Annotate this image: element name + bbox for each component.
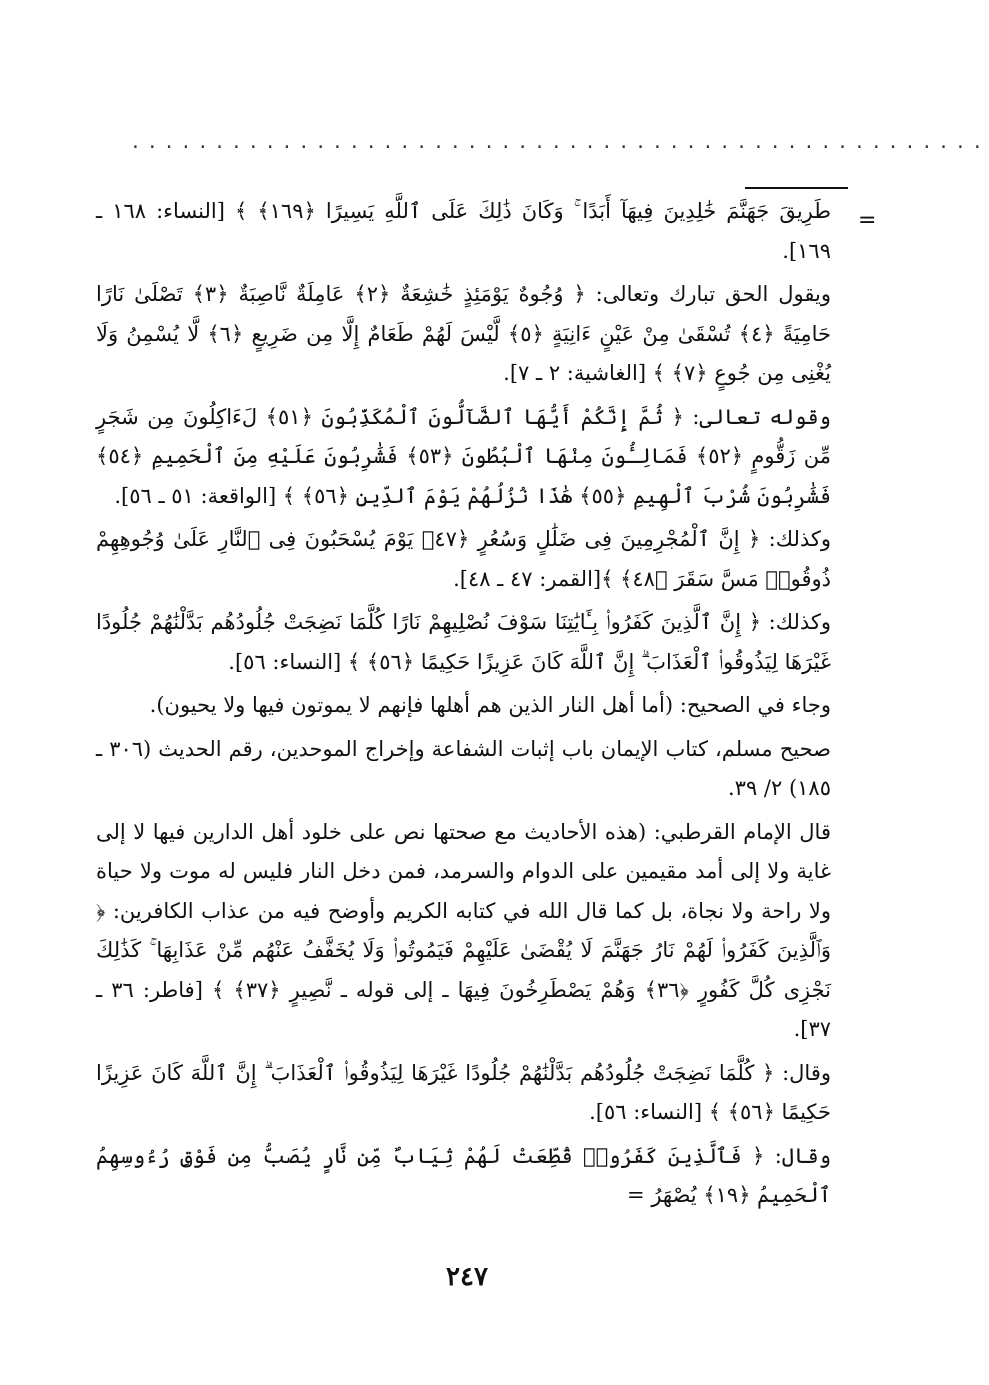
paragraph-5: وكذلك: ﴿ إِنَّ ٱلَّذِينَ كَفَرُوا۟ بِـَٔايَٰتِنَا سَوْفَ نُصْلِيهِمْ نَارًا كُلَّمَا نَضِجَتْ جُلُودُهُم بَدَّلْنَٰهُمْ جُلُودًا غَيْرَهَا لِيَذُوقُوا۟ ٱلْعَذَابَ ۗ إِنَّ ٱللَّهَ كَانَ عَزِيزًا حَكِيمًا ﴿٥٦﴾ ﴾ [النساء: ٥٦]. — [96, 610, 831, 674]
paragraph-6: وجاء في الصحيح: (أما أهل النار الذين هم أهلها فإنهم لا يموتون فيها ولا يحيون). — [149, 693, 831, 717]
body-text — [96, 192, 831, 1220]
paragraph-9: وقال: ﴿ كُلَّمَا نَضِجَتْ جُلُودُهُم بَدَّلْنَٰهُمْ جُلُودًا غَيْرَهَا لِيَذُوقُوا۟ ٱلْعَذَابَ ۗ إِنَّ ٱللَّهَ كَانَ عَزِيزًا حَكِيمًا ﴿٥٦﴾ ﴾ [النساء: ٥٦]. — [96, 1060, 831, 1124]
paragraph-10: وقال: ﴿ فَٱلَّذِينَ كَفَرُوا۟ قُطِّعَتْ لَهُمْ ثِيَابٌ مِّن نَّارٍ يُصَبُّ مِن فَوْقِ رُءُوسِهِمُ ٱلْحَمِيمُ ﴿١٩﴾ يُصْهَرُ = — [96, 1143, 831, 1207]
paragraph-8: قال الإمام القرطبي: (هذه الأحاديث مع صحتها نص على خلود أهل الدارين فيها لا إلى غاية ولا إلى أمد مقيمين على الدوام والسرمد، فمن دخل النار فليس له موت ولا حياة ولا راحة ولا نجاة، بل كما قال الله في كتابه الكريم وأوضح فيه من عذاب الكافرين: ﴿ وَٱلَّذِينَ كَفَرُوا۟ لَهُمْ نَارُ جَهَنَّمَ لَا يُقْضَىٰ عَلَيْهِمْ فَيَمُوتُوا۟ وَلَا يُخَفَّفُ عَنْهُم مِّنْ عَذَابِهَا ۚ كَذَٰلِكَ نَجْزِى كُلَّ كَفُورٍ ﴿٣٦﴾ وَهُمْ يَصْطَرِخُونَ فِيهَا ـ إلى قوله ـ نَّصِيرٍ ﴿٣٧﴾ ﴾ [فاطر: ٣٦ ـ ٣٧]. — [96, 819, 832, 1041]
paragraph-4: وكذلك: ﴿ إِنَّ ٱلْمُجْرِمِينَ فِى ضَلَٰلٍ وَسُعُرٍ ﴿٤٧﴾ يَوْمَ يُسْحَبُونَ فِى ٱلنَّارِ عَلَىٰ وُجُوهِهِمْ ذُوقُوا۟ مَسَّ سَقَرَ ﴿٤٨﴾ ﴾[القمر: ٤٧ ـ ٤٨]. — [96, 527, 832, 591]
paragraph-1: طَرِيقَ جَهَنَّمَ خَٰلِدِينَ فِيهَآ أَبَدًا ۚ وَكَانَ ذَٰلِكَ عَلَى ٱللَّهِ يَسِيرًا ﴿١٦٩﴾ ﴾ [النساء: ١٦٨ ـ ١٦٩]. — [96, 199, 831, 263]
paragraph-7: صحيح مسلم، كتاب الإيمان باب إثبات الشفاعة وإخراج الموحدين، رقم الحديث (٣٠٦ ـ ١٨٥) ٢/ ٣٩. — [96, 736, 831, 800]
dotted-separator: ................................................... — [130, 132, 989, 153]
paragraph-2: ويقول الحق تبارك وتعالى: ﴿ وُجُوهٌ يَوْمَئِذٍ خَٰشِعَةٌ ﴿٢﴾ عَامِلَةٌ نَّاصِبَةٌ ﴿٣﴾ تَصْلَىٰ نَارًا حَامِيَةً ﴿٤﴾ تُسْقَىٰ مِنْ عَيْنٍ ءَانِيَةٍ ﴿٥﴾ لَّيْسَ لَهُمْ طَعَامٌ إِلَّا مِن ضَرِيعٍ ﴿٦﴾ لَّا يُسْمِنُ وَلَا يُغْنِى مِن جُوعٍ ﴿٧﴾ ﴾ [الغاشية: ٢ ـ ٧]. — [96, 282, 831, 385]
continuation-mark-top: = — [858, 208, 877, 233]
paragraph-3: وقوله تعالى: ﴿ ثُمَّ إِنَّكُمْ أَيُّهَا ٱلضَّآلُّونَ ٱلْمُكَذِّبُونَ ﴿٥١﴾ لَءَاكِلُونَ مِن شَجَرٍ مِّن زَقُّومٍ ﴿٥٢﴾ فَمَالِـُٔونَ مِنْهَا ٱلْبُطُونَ ﴿٥٣﴾ فَشَٰرِبُونَ عَلَيْهِ مِنَ ٱلْحَمِيمِ ﴿٥٤﴾ فَشَٰرِبُونَ شُرْبَ ٱلْهِيمِ ﴿٥٥﴾ هَٰذَا نُزُلُهُمْ يَوْمَ ٱلدِّينِ ﴿٥٦﴾ ﴾ [الواقعة: ٥١ ـ ٥٦]. — [96, 404, 831, 508]
footnote-rule — [745, 187, 848, 189]
page-number: ٢٤٧ — [446, 1262, 488, 1292]
